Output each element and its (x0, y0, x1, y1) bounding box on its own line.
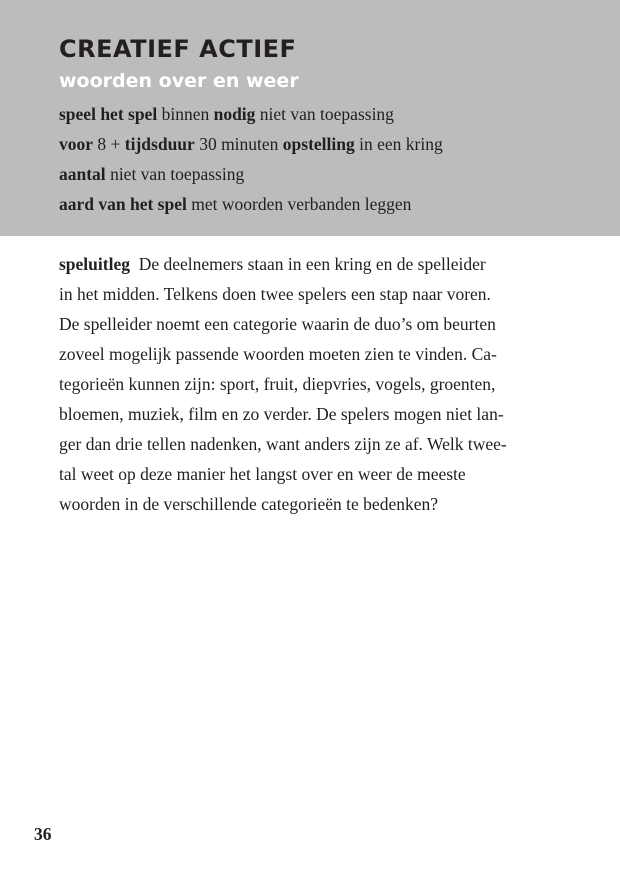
explanation-line: zoveel mogelijk passende woorden moeten zien te vinden. Ca- (59, 344, 497, 364)
explanation-label: speluitleg (59, 254, 130, 274)
explanation-line (59, 253, 564, 275)
section-title: CREATIEF ACTIEF (59, 35, 297, 63)
meta-label-needed: nodig (213, 104, 256, 124)
meta-value-needed: niet van toepassing (259, 104, 394, 124)
explanation-line: woorden in de verschillende categorieën te bedenken? (59, 494, 438, 514)
meta-label-setup: opstelling (282, 134, 355, 154)
meta-label-duration: tijdsduur (124, 134, 195, 154)
game-title: woorden over en weer (59, 70, 299, 92)
meta-value-setup: in een kring (359, 134, 443, 154)
meta-label-type: aard van het spel (59, 194, 187, 214)
explanation-line-text: De deelnemers staan in een kring en de spelleider (138, 254, 486, 274)
meta-row-age (59, 133, 443, 155)
meta-label-for: voor (59, 134, 94, 154)
explanation-line: bloemen, muziek, film en zo verder. De spelers mogen niet lan- (59, 404, 504, 424)
explanation-line: tegorieën kunnen zijn: sport, fruit, diepvries, vogels, groenten, (59, 374, 496, 394)
explanation-line: tal weet op deze manier het langst over en weer de meeste (59, 464, 466, 484)
meta-value-type: met woorden verbanden leggen (191, 194, 412, 214)
page-number: 36 (34, 824, 52, 844)
meta-label-play: speel het spel (59, 104, 158, 124)
meta-row-type (59, 193, 411, 215)
explanation-line: ger dan drie tellen nadenken, want anders zijn ze af. Welk twee- (59, 434, 507, 454)
explanation-line: in het midden. Telkens doen twee spelers een stap naar voren. (59, 284, 491, 304)
meta-value-play: binnen (161, 104, 210, 124)
meta-row-count (59, 163, 244, 185)
meta-label-count: aantal (59, 164, 106, 184)
meta-value-duration: 30 minuten (199, 134, 279, 154)
header-band (0, 0, 620, 236)
explanation-line: De spelleider noemt een categorie waarin de duo’s om beurten (59, 314, 496, 334)
meta-row-location (59, 103, 394, 125)
meta-value-for: 8 + (97, 134, 121, 154)
meta-value-count: niet van toepassing (110, 164, 245, 184)
